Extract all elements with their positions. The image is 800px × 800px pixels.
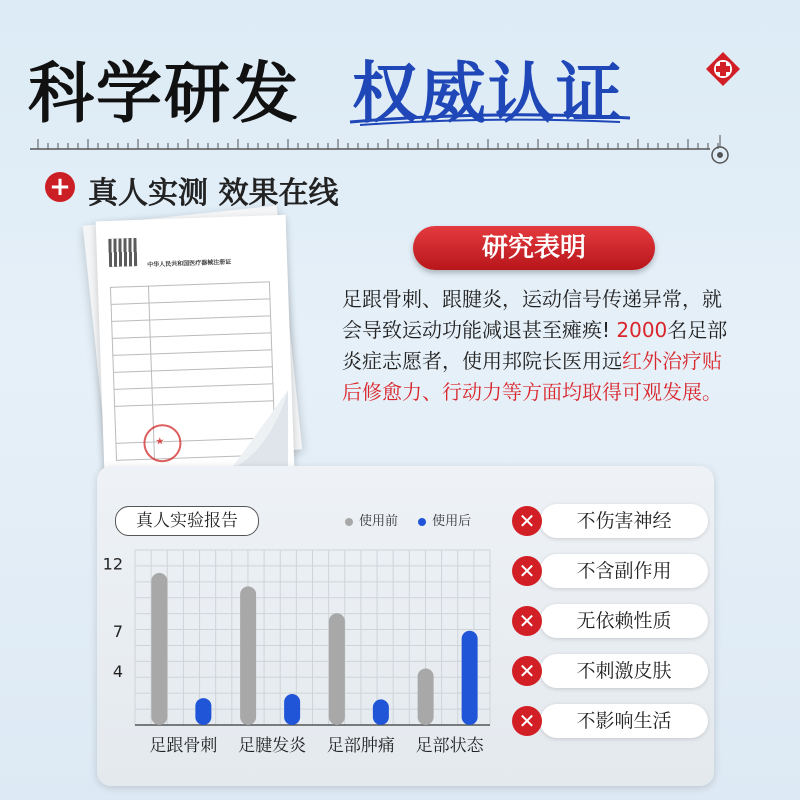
feature-item — [512, 704, 708, 742]
legend-label: 使用后 — [432, 514, 472, 529]
certificate-title: 中华人民共和国医疗器械注册证 — [147, 258, 232, 269]
bar-after — [195, 698, 211, 725]
x-mark-icon: ✕ — [512, 506, 542, 536]
x-tick-label: 足部状态 — [415, 736, 484, 756]
research-heading: 研究表明 — [413, 226, 655, 270]
title-primary: 科学研发 — [28, 55, 300, 132]
legend-item-before — [345, 514, 398, 529]
bar-before — [240, 586, 256, 725]
title-swoosh-decoration — [340, 108, 640, 128]
x-mark-icon: ✕ — [512, 606, 542, 636]
legend-item-after — [418, 514, 471, 529]
x-mark-icon: ✕ — [512, 556, 542, 586]
y-tick-label: 12 — [102, 554, 123, 574]
bar-chart — [100, 540, 500, 765]
y-tick-label: 4 — [112, 662, 123, 682]
page-curl-decoration — [230, 390, 290, 470]
feature-item — [512, 554, 708, 592]
report-label: 真人实验报告 — [115, 506, 259, 536]
qr-code-icon — [108, 238, 137, 267]
title-highlight: 权威认证 — [352, 55, 624, 132]
x-tick-label: 足跟骨刺 — [149, 736, 218, 756]
feature-item — [512, 604, 708, 642]
x-mark-icon: ✕ — [512, 656, 542, 686]
bar-before — [418, 668, 434, 725]
subtitle: 真人实测 效果在线 — [88, 176, 339, 211]
medical-cross-icon — [704, 50, 742, 88]
bar-before — [151, 573, 167, 725]
chart-legend — [345, 510, 487, 529]
bar-before — [329, 613, 345, 725]
research-text: 名足部炎症志愿者，使用邦院长医用远 — [342, 318, 728, 373]
feature-label: 无依赖性质 — [540, 604, 708, 638]
feature-item — [512, 654, 708, 692]
feature-label: 不刺激皮肤 — [540, 654, 708, 688]
bar-after — [284, 694, 300, 725]
legend-dot-blue — [418, 518, 426, 526]
research-highlight-number: 2000 — [616, 318, 668, 342]
x-mark-icon: ✕ — [512, 706, 542, 736]
feature-label: 不影响生活 — [540, 704, 708, 738]
research-text: 足跟骨刺、跟腱炎，运动信号传递异常，就会导致运动功能减退甚至瘫痪! — [342, 287, 722, 342]
x-tick-label: 足部肿痛 — [326, 736, 395, 756]
feature-label: 不含副作用 — [540, 554, 708, 588]
bar-after — [373, 699, 389, 725]
legend-dot-gray — [345, 518, 353, 526]
ruler-decoration — [30, 135, 742, 165]
feature-label: 不伤害神经 — [540, 504, 708, 538]
research-highlight-text: 红外治疗贴后修愈力、行动力等方面均取得可观发展。 — [342, 349, 722, 404]
y-tick-label: 7 — [112, 621, 123, 641]
research-description — [342, 284, 737, 408]
feature-item — [512, 504, 708, 542]
seal-star-icon: ★ — [155, 436, 165, 448]
x-tick-label: 足腱发炎 — [238, 736, 307, 756]
plus-icon: + — [45, 172, 75, 202]
legend-label: 使用前 — [359, 514, 399, 529]
bar-after — [462, 631, 478, 725]
